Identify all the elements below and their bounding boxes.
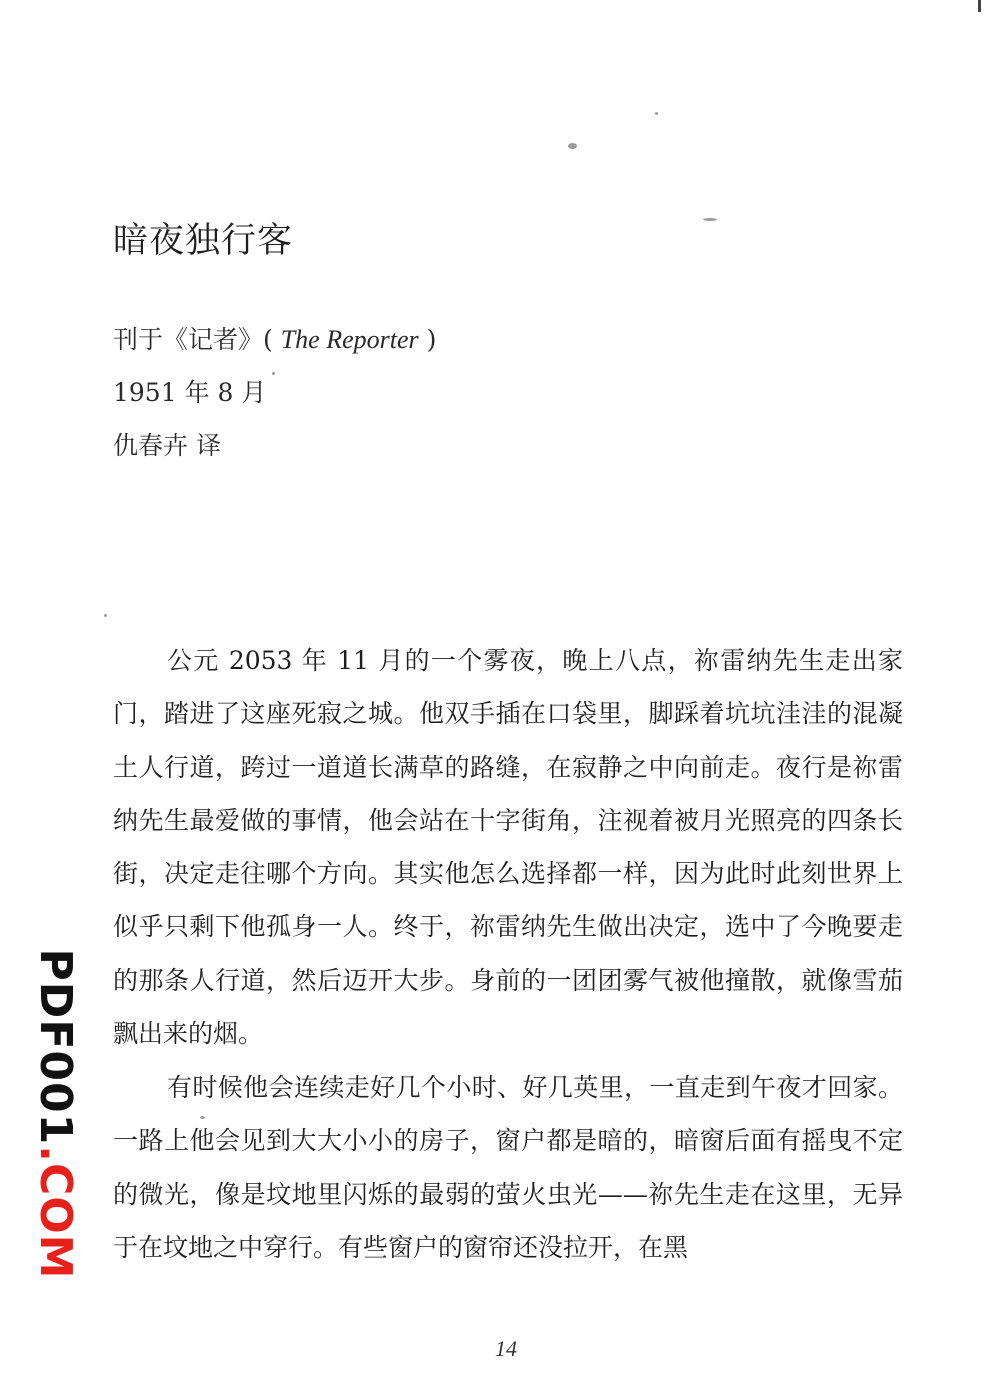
translator-credit: 仇春卉 译 bbox=[113, 431, 221, 460]
scan-speck bbox=[568, 143, 577, 149]
scan-speck bbox=[104, 614, 107, 617]
scan-speck bbox=[655, 112, 658, 115]
edge-scan-mark bbox=[978, 0, 981, 12]
publication-line bbox=[113, 323, 436, 357]
publication-date: 1951 年 8 月 bbox=[113, 378, 267, 407]
watermark-text-domain: .COM bbox=[30, 1145, 81, 1280]
page-title: 暗夜独行客 bbox=[113, 221, 294, 261]
publication-prefix: 刊于《记者》( bbox=[113, 325, 273, 354]
watermark-text-main: PDF001 bbox=[30, 948, 81, 1146]
body-paragraph: 公元 2053 年 11 月的一个雾夜，晚上八点，祢雷纳先生走出家门，踏进了这座死寂之城。他双手插在口袋里，脚踩着坑坑洼洼的混凝土人行道，跨过一道道长满草的路缝，在寂静之中向前走。夜行是祢雷纳先生最爱做的事情，他会站在十字街角，注视着被月光照亮的四条长街，决定走往哪个方向。其实他怎么选择都一样，因为此时此刻世界上似乎只剩下他孤身一人。终于，祢雷纳先生做出决定，选中了今晚要走的那条人行道，然后迈开大步。身前的一团团雾气被他撞散，就像雪茄飘出来的烟。 bbox=[113, 646, 903, 1049]
page-number: 14 bbox=[495, 1336, 517, 1361]
scan-speck bbox=[272, 372, 275, 375]
body-paragraph: 有时候他会连续走好几个小时、好几英里，一直走到午夜才回家。一路上他会见到大大小小的房子，窗户都是暗的，暗窗后面有摇曳不定的微光，像是坟地里闪烁的最弱的萤火虫光——祢先生走在这里，无异于在坟地之中穿行。有些窗户的窗帘还没拉开，在黑 bbox=[113, 1073, 903, 1262]
publication-english-name: The Reporter bbox=[280, 325, 419, 354]
publication-suffix: ) bbox=[426, 325, 437, 354]
site-watermark bbox=[30, 948, 81, 1280]
scan-speck bbox=[703, 218, 717, 221]
